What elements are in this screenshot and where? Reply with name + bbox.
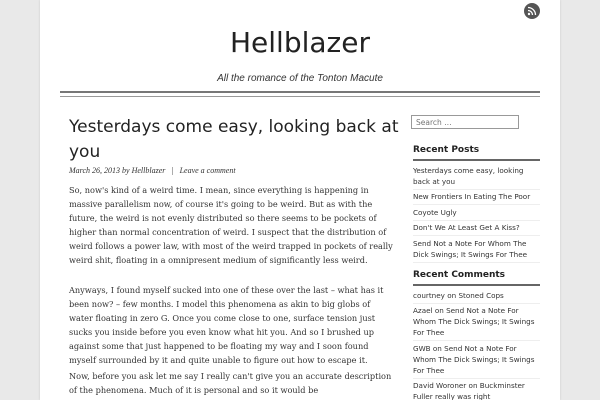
recent-post-item[interactable]: Yesterdays come easy, looking back at you — [413, 163, 540, 190]
recent-comment-item — [413, 379, 540, 400]
post-paragraph: So, now's kind of a weird time. I mean, since everything is happening in massive parallelism now, of course it's going to be weird. But as with the future, the weird is not evenly distributed so there seems to be pockets of higher than normal concentration of weird. I suspect that the distribution of weird follows a power law, with most of the weird trapped in pockets of really weird shit, floating in a omnipresent medium of significantly less weird. — [69, 185, 393, 265]
comment-on: on — [447, 290, 457, 300]
post-author[interactable]: Hellblazer — [131, 166, 166, 175]
site-title[interactable]: Hellblazer — [230, 26, 370, 59]
comment-on: on — [468, 381, 478, 390]
comment-on: on — [434, 306, 444, 315]
comment-post-link[interactable]: Send Not a Note For Whom The Dick Swings; It Swings For Thee — [413, 306, 535, 337]
meta-separator: | — [171, 166, 174, 175]
recent-posts-list — [413, 163, 540, 263]
post-meta — [69, 166, 399, 175]
recent-posts-title: Recent Posts — [413, 145, 480, 155]
rss-icon — [527, 6, 537, 16]
recent-post-item[interactable]: Send Not a Note For Whom The Dick Swings; It Swings For Thee — [413, 236, 540, 263]
comment-author[interactable]: David Woroner — [413, 381, 467, 390]
comment-post-link[interactable]: Buckminster Fuller really was right — [413, 381, 525, 400]
page-container — [40, 0, 560, 400]
recent-post-item[interactable]: Coyote Ugly — [413, 205, 540, 221]
post-paragraph: Now, before you ask let me say I really can't give you an accurate description of the phenomena. Much of it is personal and so it would be — [69, 371, 392, 395]
recent-comment-item — [413, 304, 540, 342]
comment-author[interactable]: Azael — [413, 306, 433, 315]
comment-author[interactable]: courtney — [413, 290, 445, 300]
recent-comment-item — [413, 341, 540, 379]
post-title[interactable]: Yesterdays come easy, looking back at you — [69, 117, 399, 162]
recent-post-item[interactable]: Don't We At Least Get A Kiss? — [413, 221, 540, 237]
recent-comment-item — [413, 288, 540, 304]
recent-posts-divider — [413, 159, 540, 161]
site-tagline: All the romance of the Tonton Macute — [217, 73, 383, 84]
search-input[interactable] — [411, 115, 519, 129]
recent-comments-list — [413, 288, 540, 400]
rss-link[interactable] — [524, 3, 540, 19]
comment-post-link[interactable]: Send Not a Note For Whom The Dick Swings; It Swings For Thee — [413, 343, 535, 375]
post-date[interactable]: March 26, 2013 — [69, 166, 121, 175]
leave-comment-link[interactable]: Leave a comment — [179, 166, 236, 175]
comment-on: on — [432, 343, 442, 353]
comment-post-link[interactable]: Stoned Cops — [458, 290, 504, 300]
header-divider-thin — [60, 96, 540, 97]
post-by: by — [122, 166, 130, 175]
recent-comments-divider — [413, 284, 540, 286]
comment-author[interactable]: GWB — [413, 343, 431, 353]
recent-comments-title: Recent Comments — [413, 270, 506, 280]
header-divider — [60, 91, 540, 93]
recent-post-item[interactable]: New Frontiers In Eating The Poor — [413, 190, 540, 206]
post-paragraph: Anyways, I found myself sucked into one of these over the last – what has it been now? – few months. I model this phenomena as akin to big globs of water floating in zero G. Once you come close to one, surface tension just sucks you inside before you even know what hit you. And so I brushed up against some that just happened to be floating my way and I soon found myself surrounded by it and quite unable to figure out how to escape it. — [69, 285, 384, 365]
